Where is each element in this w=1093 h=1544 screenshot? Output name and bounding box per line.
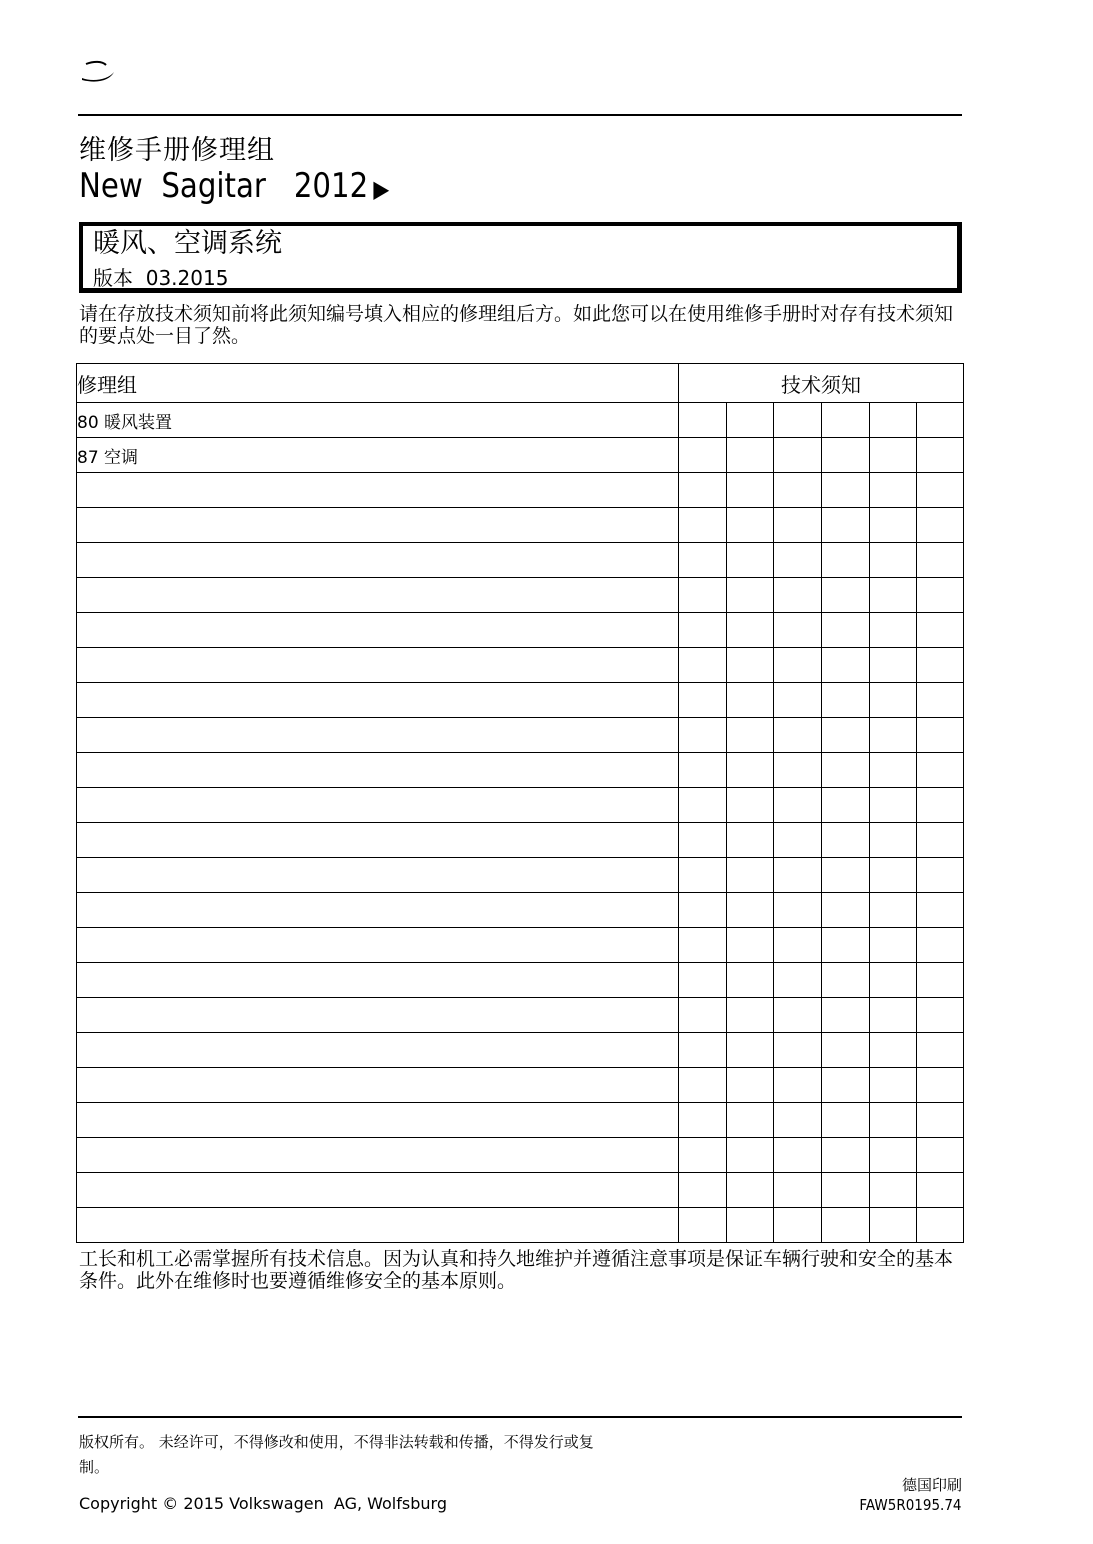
notice-cell	[679, 753, 727, 788]
notice-cell	[774, 788, 822, 823]
notice-cell	[679, 683, 727, 718]
repair-group-cell	[77, 1033, 679, 1068]
document-number: FAW5R0195.74	[859, 1496, 962, 1514]
notice-cell	[917, 1173, 964, 1208]
notice-cell	[774, 1033, 822, 1068]
repair-group-cell	[77, 1173, 679, 1208]
notice-cell	[870, 1208, 917, 1243]
notice-cell	[917, 1103, 964, 1138]
notice-cell	[822, 1173, 870, 1208]
repair-group-cell	[77, 753, 679, 788]
notice-cell	[822, 753, 870, 788]
notice-cell	[822, 578, 870, 613]
notice-cell	[774, 543, 822, 578]
table-row	[77, 963, 964, 998]
notice-cell	[679, 788, 727, 823]
notice-cell	[870, 543, 917, 578]
table-row	[77, 753, 964, 788]
notice-cell	[917, 578, 964, 613]
repair-group-cell	[77, 1068, 679, 1103]
table-row	[77, 1068, 964, 1103]
notice-cell	[727, 578, 774, 613]
notice-cell	[727, 508, 774, 543]
notice-cell	[870, 858, 917, 893]
repair-group-cell	[77, 578, 679, 613]
notice-cell	[774, 963, 822, 998]
notice-cell	[727, 613, 774, 648]
notice-cell	[870, 963, 917, 998]
repair-group-cell	[77, 998, 679, 1033]
table-row	[77, 613, 964, 648]
notice-cell	[822, 473, 870, 508]
notice-cell	[822, 508, 870, 543]
notice-cell	[679, 403, 727, 438]
notice-cell	[822, 823, 870, 858]
notice-cell	[822, 718, 870, 753]
notice-cell	[822, 998, 870, 1033]
notice-cell	[870, 928, 917, 963]
notice-cell	[870, 648, 917, 683]
notice-cell	[870, 823, 917, 858]
repair-group-cell	[77, 963, 679, 998]
notice-cell	[917, 1068, 964, 1103]
notice-cell	[774, 613, 822, 648]
notice-cell	[822, 1033, 870, 1068]
top-divider	[78, 114, 962, 116]
table-row	[77, 1173, 964, 1208]
notice-cell	[917, 858, 964, 893]
notice-cell	[822, 928, 870, 963]
notice-cell	[774, 473, 822, 508]
notice-cell	[917, 543, 964, 578]
notice-cell	[727, 753, 774, 788]
notice-cell	[679, 718, 727, 753]
repair-group-cell	[77, 473, 679, 508]
notice-cell	[870, 1173, 917, 1208]
notice-cell	[679, 893, 727, 928]
notice-cell	[679, 963, 727, 998]
table-row	[77, 718, 964, 753]
notice-cell	[870, 998, 917, 1033]
repair-group-cell	[77, 1208, 679, 1243]
notice-cell	[727, 648, 774, 683]
notice-cell	[822, 613, 870, 648]
repair-group-cell: 87 空调	[77, 438, 679, 473]
notice-cell	[917, 1138, 964, 1173]
title-box	[79, 222, 962, 293]
notice-cell	[679, 1173, 727, 1208]
notice-cell	[917, 718, 964, 753]
notice-cell	[774, 893, 822, 928]
notice-cell	[774, 753, 822, 788]
repair-group-cell	[77, 788, 679, 823]
notice-cell	[774, 1138, 822, 1173]
notice-cell	[774, 998, 822, 1033]
notice-cell	[679, 543, 727, 578]
notice-cell	[774, 578, 822, 613]
repair-group-cell	[77, 823, 679, 858]
notice-cell	[679, 1103, 727, 1138]
table-row	[77, 543, 964, 578]
notice-cell	[870, 473, 917, 508]
notice-cell	[870, 438, 917, 473]
header-technical-notice: 技术须知	[679, 364, 964, 403]
notice-cell	[822, 788, 870, 823]
notice-cell	[822, 543, 870, 578]
section-title: 暖风、空调系统	[93, 228, 282, 259]
notice-cell	[917, 508, 964, 543]
outro-text: 工长和机工必需掌握所有技术信息。因为认真和持久地维护并遵循注意事项是保证车辆行驶和安全的基本条件。此外在维修时也要遵循维修安全的基本原则。	[79, 1248, 954, 1292]
table-row	[77, 508, 964, 543]
table-row	[77, 473, 964, 508]
repair-group-cell	[77, 858, 679, 893]
header-repair-group: 修理组	[77, 364, 679, 403]
notice-cell	[774, 858, 822, 893]
copy-notice: 版权所有。 未经许可，不得修改和使用，不得非法转载和传播，不得发行或复制。	[79, 1433, 594, 1476]
notice-cell	[917, 823, 964, 858]
table-row	[77, 578, 964, 613]
notice-cell	[917, 648, 964, 683]
notice-cell	[774, 928, 822, 963]
notice-cell	[727, 928, 774, 963]
table-row	[77, 1033, 964, 1068]
table-row	[77, 403, 964, 438]
table-row	[77, 893, 964, 928]
intro-text: 请在存放技术须知前将此须知编号填入相应的修理组后方。如此您可以在使用维修手册时对存有技术须知的要点处一目了然。	[79, 303, 954, 347]
notice-cell	[822, 1138, 870, 1173]
notice-cell	[870, 753, 917, 788]
notice-cell	[774, 648, 822, 683]
repair-group-cell	[77, 648, 679, 683]
repair-group-cell	[77, 1138, 679, 1173]
table-row	[77, 928, 964, 963]
notice-cell	[917, 438, 964, 473]
notice-cell	[727, 543, 774, 578]
table-row	[77, 683, 964, 718]
repair-group-cell	[77, 928, 679, 963]
notice-cell	[727, 1138, 774, 1173]
bottom-divider	[78, 1416, 962, 1418]
table-row	[77, 1103, 964, 1138]
notice-cell	[679, 928, 727, 963]
notice-cell	[774, 1103, 822, 1138]
table-row	[77, 858, 964, 893]
table-row	[77, 438, 964, 473]
repair-group-table	[76, 363, 964, 1243]
repair-group-cell	[77, 543, 679, 578]
notice-cell	[679, 998, 727, 1033]
notice-cell	[679, 1068, 727, 1103]
notice-cell	[679, 613, 727, 648]
repair-group-cell	[77, 718, 679, 753]
model-name: New Sagitar 2012	[79, 166, 369, 206]
notice-cell	[727, 438, 774, 473]
notice-cell	[679, 1033, 727, 1068]
notice-cell	[870, 508, 917, 543]
repair-group-cell	[77, 893, 679, 928]
repair-group-cell	[77, 613, 679, 648]
notice-cell	[917, 403, 964, 438]
notice-cell	[679, 648, 727, 683]
notice-cell	[917, 1033, 964, 1068]
notice-cell	[917, 1208, 964, 1243]
notice-cell	[822, 963, 870, 998]
notice-cell	[727, 403, 774, 438]
notice-cell	[917, 788, 964, 823]
notice-cell	[917, 928, 964, 963]
notice-cell	[727, 858, 774, 893]
notice-cell	[727, 1068, 774, 1103]
notice-cell	[679, 508, 727, 543]
table-body	[77, 403, 964, 1243]
table-row	[77, 1138, 964, 1173]
notice-cell	[870, 788, 917, 823]
notice-cell	[870, 893, 917, 928]
notice-cell	[727, 893, 774, 928]
notice-cell	[822, 683, 870, 718]
notice-cell	[727, 823, 774, 858]
notice-cell	[822, 1208, 870, 1243]
notice-cell	[822, 893, 870, 928]
notice-cell	[679, 823, 727, 858]
notice-cell	[774, 1173, 822, 1208]
notice-cell	[774, 1208, 822, 1243]
notice-cell	[870, 613, 917, 648]
notice-cell	[822, 1068, 870, 1103]
table-row	[77, 1208, 964, 1243]
printed-in: 德国印刷	[901, 1476, 962, 1494]
notice-cell	[679, 1208, 727, 1243]
repair-group-cell	[77, 683, 679, 718]
next-arrow-icon: ▶	[373, 175, 390, 203]
notice-cell	[727, 1208, 774, 1243]
notice-cell	[774, 683, 822, 718]
notice-cell	[822, 858, 870, 893]
notice-cell	[917, 753, 964, 788]
notice-cell	[870, 1068, 917, 1103]
notice-cell	[774, 1068, 822, 1103]
table-header-row	[77, 364, 964, 403]
notice-cell	[727, 1033, 774, 1068]
notice-cell	[870, 1103, 917, 1138]
notice-cell	[822, 1103, 870, 1138]
notice-cell	[679, 578, 727, 613]
notice-cell	[727, 788, 774, 823]
notice-cell	[822, 403, 870, 438]
notice-cell	[822, 438, 870, 473]
model-line	[79, 166, 389, 209]
notice-cell	[917, 893, 964, 928]
notice-cell	[917, 963, 964, 998]
notice-cell	[774, 823, 822, 858]
notice-cell	[870, 718, 917, 753]
notice-cell	[917, 613, 964, 648]
table-row	[77, 998, 964, 1033]
notice-cell	[917, 473, 964, 508]
repair-group-cell	[77, 1103, 679, 1138]
notice-cell	[917, 998, 964, 1033]
notice-cell	[870, 1138, 917, 1173]
repair-group-cell	[77, 508, 679, 543]
notice-cell	[679, 858, 727, 893]
notice-cell	[727, 718, 774, 753]
notice-cell	[870, 683, 917, 718]
notice-cell	[917, 683, 964, 718]
table-row	[77, 788, 964, 823]
manual-title: 维修手册修理组	[79, 135, 275, 166]
notice-cell	[774, 438, 822, 473]
notice-cell	[679, 473, 727, 508]
notice-cell	[727, 473, 774, 508]
notice-cell	[679, 438, 727, 473]
notice-cell	[870, 403, 917, 438]
copyright: Copyright © 2015 Volkswagen AG, Wolfsburg	[79, 1494, 447, 1513]
notice-cell	[727, 1103, 774, 1138]
notice-cell	[870, 1033, 917, 1068]
notice-cell	[727, 963, 774, 998]
notice-cell	[679, 1138, 727, 1173]
notice-cell	[727, 1173, 774, 1208]
notice-cell	[774, 403, 822, 438]
table-row	[77, 823, 964, 858]
notice-cell	[727, 998, 774, 1033]
notice-cell	[774, 508, 822, 543]
version-label: 版本 03.2015	[93, 266, 229, 290]
notice-cell	[870, 578, 917, 613]
logo-swoosh-icon	[80, 58, 120, 84]
table-row	[77, 648, 964, 683]
notice-cell	[822, 648, 870, 683]
repair-group-cell: 80 暖风装置	[77, 403, 679, 438]
notice-cell	[727, 683, 774, 718]
notice-cell	[774, 718, 822, 753]
